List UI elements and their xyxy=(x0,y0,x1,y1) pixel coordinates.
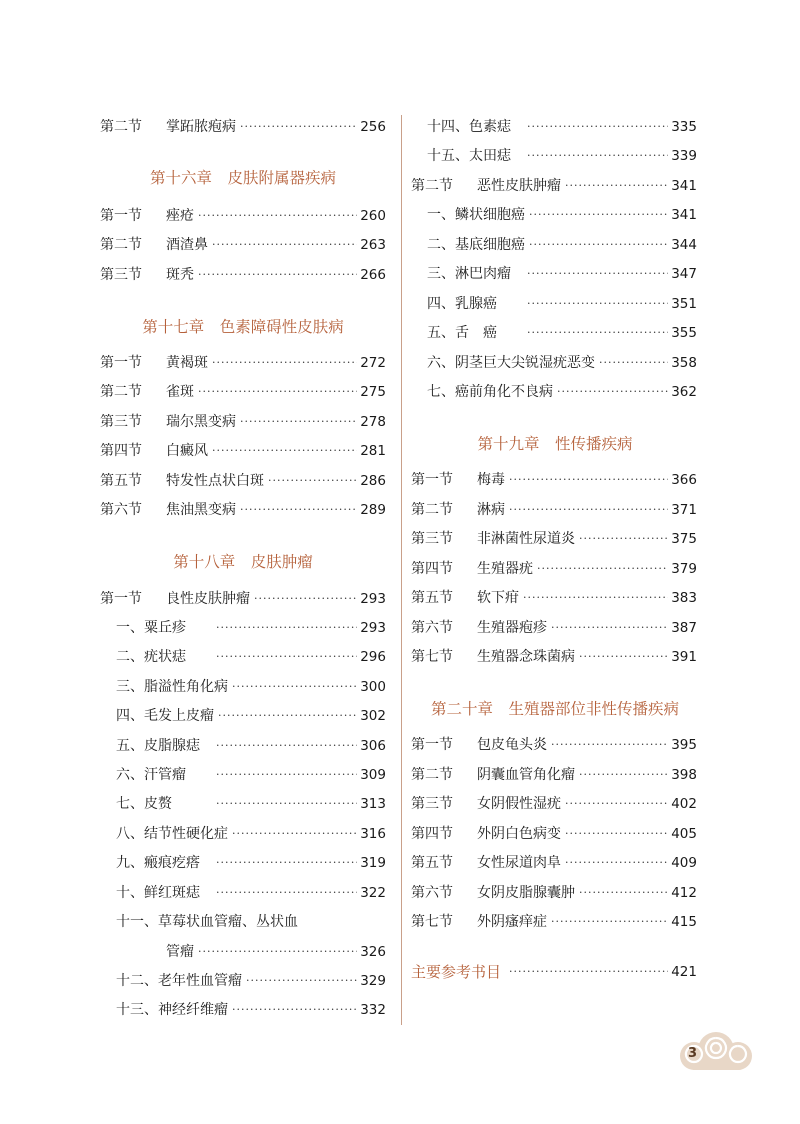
entry-page: 379 xyxy=(671,561,697,577)
entry-page: 355 xyxy=(671,325,697,341)
entry-title: 淋病 xyxy=(477,502,505,518)
toc-entry-section[interactable] xyxy=(411,617,697,639)
chapter-title: 第十七章 色素障碍性皮肤病 xyxy=(142,318,344,336)
entry-page: 293 xyxy=(360,620,386,636)
entry-title: 主要参考书目 xyxy=(411,963,502,981)
entry-page: 358 xyxy=(671,355,697,371)
section-number: 第七节 xyxy=(411,914,453,930)
entry-title: 十一、草莓状血管瘤、丛状血 xyxy=(116,914,298,930)
leader-dots xyxy=(599,352,668,374)
entry-title: 外阴瘙痒症 xyxy=(477,914,547,930)
entry-page: 383 xyxy=(671,590,697,606)
section-number: 第五节 xyxy=(411,590,453,606)
entry-page: 275 xyxy=(360,384,386,400)
entry-title: 恶性皮肤肿瘤 xyxy=(477,178,561,194)
section-number: 第三节 xyxy=(411,531,453,547)
section-number: 第六节 xyxy=(411,620,453,636)
entry-page: 296 xyxy=(360,649,386,665)
entry-page: 278 xyxy=(360,414,386,430)
section-number: 第四节 xyxy=(100,443,142,459)
entry-title: 生殖器念珠菌病 xyxy=(477,649,575,665)
entry-page: 260 xyxy=(360,208,386,224)
entry-title: 一、粟丘疹 xyxy=(116,620,186,636)
section-number: 第六节 xyxy=(100,502,142,518)
leader-dots xyxy=(523,587,668,609)
leader-dots xyxy=(579,646,668,668)
entry-page: 341 xyxy=(671,207,697,223)
entry-page: 332 xyxy=(360,1002,386,1018)
entry-title: 九、瘢痕疙瘩 xyxy=(116,855,200,871)
entry-title: 外阴白色病变 xyxy=(477,826,561,842)
section-number: 第三节 xyxy=(411,796,453,812)
entry-title: 良性皮肤肿瘤 xyxy=(166,591,250,607)
entry-page: 351 xyxy=(671,296,697,312)
section-number: 第一节 xyxy=(411,472,453,488)
entry-title: 四、毛发上皮瘤 xyxy=(116,708,214,724)
entry-title: 七、癌前角化不良病 xyxy=(427,384,553,400)
entry-title: 一、鳞状细胞癌 xyxy=(427,207,525,223)
chapter-title: 第十六章 皮肤附属器疾病 xyxy=(149,169,336,187)
leader-dots xyxy=(565,793,668,815)
toc-entry-section[interactable] xyxy=(411,882,697,904)
entry-title: 四、乳腺癌 xyxy=(427,296,497,312)
entry-page: 412 xyxy=(671,885,697,901)
leader-dots xyxy=(579,528,668,550)
page-number: 3 xyxy=(688,1046,698,1061)
entry-page: 281 xyxy=(360,443,386,459)
toc-entry-subsection[interactable] xyxy=(427,116,697,138)
entry-page: 395 xyxy=(671,737,697,753)
entry-title: 瑞尔黑变病 xyxy=(166,414,236,430)
toc-entry-references[interactable] xyxy=(411,961,697,983)
entry-title: 生殖器疣 xyxy=(477,561,533,577)
entry-page: 329 xyxy=(360,973,386,989)
section-number: 第二节 xyxy=(100,384,142,400)
leader-dots xyxy=(527,116,668,138)
leader-dots xyxy=(509,961,668,983)
entry-page: 293 xyxy=(360,591,386,607)
section-number: 第一节 xyxy=(100,355,142,371)
section-number: 第一节 xyxy=(100,208,142,224)
entry-page: 319 xyxy=(360,855,386,871)
entry-title: 生殖器疱疹 xyxy=(477,620,547,636)
entry-page: 344 xyxy=(671,237,697,253)
entry-page: 347 xyxy=(671,266,697,282)
toc-entry-subsection[interactable] xyxy=(427,381,697,403)
entry-title: 十二、老年性血管瘤 xyxy=(116,973,242,989)
toc-entry-section[interactable] xyxy=(411,558,697,580)
toc-entry-section[interactable] xyxy=(411,852,697,874)
entry-page: 375 xyxy=(671,531,697,547)
leader-dots xyxy=(527,293,668,315)
leader-dots xyxy=(509,499,668,521)
toc-entry-subsection[interactable] xyxy=(427,293,697,315)
toc-entry-subsection[interactable] xyxy=(427,145,697,167)
entry-title: 阴囊血管角化瘤 xyxy=(477,767,575,783)
entry-page: 309 xyxy=(360,767,386,783)
toc-entry-section[interactable] xyxy=(411,793,697,815)
chapter-title: 第二十章 生殖器部位非性传播疾病 xyxy=(430,700,679,718)
chapter-heading[interactable] xyxy=(385,696,725,722)
entry-page: 339 xyxy=(671,148,697,164)
leader-dots xyxy=(557,381,668,403)
entry-title: 七、皮赘 xyxy=(116,796,172,812)
entry-page: 415 xyxy=(671,914,697,930)
section-number: 第一节 xyxy=(411,737,453,753)
chapter-title: 第十九章 性传播疾病 xyxy=(477,435,633,453)
section-number: 第二节 xyxy=(411,502,453,518)
entry-page: 335 xyxy=(671,119,697,135)
toc-entry-section[interactable] xyxy=(411,587,697,609)
entry-title: 五、皮脂腺痣 xyxy=(116,738,200,754)
entry-title: 白癜风 xyxy=(166,443,208,459)
entry-page: 286 xyxy=(360,473,386,489)
entry-title: 二、基底细胞癌 xyxy=(427,237,525,253)
section-number: 第七节 xyxy=(411,649,453,665)
section-number: 第三节 xyxy=(100,267,142,283)
entry-page: 362 xyxy=(671,384,697,400)
section-number: 第二节 xyxy=(100,237,142,253)
leader-dots xyxy=(579,764,668,786)
entry-page: 300 xyxy=(360,679,386,695)
leader-dots xyxy=(537,558,668,580)
entry-title: 酒渣鼻 xyxy=(166,237,208,253)
entry-page: 402 xyxy=(671,796,697,812)
entry-title: 三、脂溢性角化病 xyxy=(116,679,228,695)
entry-title: 非淋菌性尿道炎 xyxy=(477,531,575,547)
toc-entry-section[interactable] xyxy=(411,469,697,491)
entry-title: 软下疳 xyxy=(477,590,519,606)
entry-page: 256 xyxy=(360,119,386,135)
leader-dots xyxy=(565,852,668,874)
entry-title: 十四、色素痣 xyxy=(427,119,511,135)
section-number: 第五节 xyxy=(411,855,453,871)
section-number: 第五节 xyxy=(100,473,142,489)
entry-title: 焦油黑变病 xyxy=(166,502,236,518)
leader-dots xyxy=(551,734,668,756)
entry-page: 272 xyxy=(360,355,386,371)
entry-title: 痤疮 xyxy=(166,208,194,224)
entry-title: 八、结节性硬化症 xyxy=(116,826,228,842)
leader-dots xyxy=(579,882,668,904)
leader-dots xyxy=(565,175,668,197)
entry-page: 326 xyxy=(360,944,386,960)
entry-page: 366 xyxy=(671,472,697,488)
leader-dots xyxy=(527,322,668,344)
toc-entry-section[interactable] xyxy=(411,528,697,550)
entry-title: 六、阴茎巨大尖锐湿疣恶变 xyxy=(427,355,595,371)
entry-title: 十三、神经纤维瘤 xyxy=(116,1002,228,1018)
entry-page: 322 xyxy=(360,885,386,901)
entry-page: 387 xyxy=(671,620,697,636)
leader-dots xyxy=(527,145,668,167)
entry-title: 十、鲜红斑痣 xyxy=(116,885,200,901)
toc-entry-subsection[interactable] xyxy=(427,322,697,344)
entry-title: 六、汗管瘤 xyxy=(116,767,186,783)
entry-title: 包皮龟头炎 xyxy=(477,737,547,753)
toc-entry-section[interactable] xyxy=(411,175,697,197)
entry-page: 289 xyxy=(360,502,386,518)
section-number: 第六节 xyxy=(411,885,453,901)
entry-title: 女阴假性湿疣 xyxy=(477,796,561,812)
entry-title: 女阴皮脂腺囊肿 xyxy=(477,885,575,901)
entry-page: 306 xyxy=(360,738,386,754)
entry-title: 特发性点状白斑 xyxy=(166,473,264,489)
entry-page: 391 xyxy=(671,649,697,665)
entry-page: 266 xyxy=(360,267,386,283)
entry-title: 二、疣状痣 xyxy=(116,649,186,665)
section-number: 第二节 xyxy=(411,767,453,783)
entry-page: 405 xyxy=(671,826,697,842)
toc-entry-subsection[interactable] xyxy=(427,352,697,374)
toc-entry-subsection[interactable] xyxy=(427,204,697,226)
entry-page: 341 xyxy=(671,178,697,194)
section-number: 第一节 xyxy=(100,591,142,607)
toc-entry-subsection[interactable] xyxy=(427,263,697,285)
entry-page: 398 xyxy=(671,767,697,783)
leader-dots xyxy=(509,469,668,491)
toc-entry-subsection[interactable] xyxy=(427,234,697,256)
entry-page: 421 xyxy=(671,964,697,980)
entry-title: 掌跖脓疱病 xyxy=(166,119,236,135)
toc-entry-section[interactable] xyxy=(411,646,697,668)
leader-dots xyxy=(551,617,668,639)
section-number: 第二节 xyxy=(100,119,142,135)
section-number: 第四节 xyxy=(411,561,453,577)
toc-entry-section[interactable] xyxy=(411,764,697,786)
entry-title: 十五、太田痣 xyxy=(427,148,511,164)
entry-page: 313 xyxy=(360,796,386,812)
entry-title: 五、舌 癌 xyxy=(427,325,497,341)
leader-dots xyxy=(529,234,668,256)
leader-dots xyxy=(565,823,668,845)
entry-title: 斑秃 xyxy=(166,267,194,283)
leader-dots xyxy=(551,911,668,933)
toc-entry-section[interactable] xyxy=(411,823,697,845)
entry-page: 316 xyxy=(360,826,386,842)
entry-title: 雀斑 xyxy=(166,384,194,400)
leader-dots xyxy=(527,263,668,285)
entry-title: 黄褐斑 xyxy=(166,355,208,371)
section-number: 第三节 xyxy=(100,414,142,430)
entry-title: 三、淋巴肉瘤 xyxy=(427,266,511,282)
entry-page: 371 xyxy=(671,502,697,518)
entry-title: 梅毒 xyxy=(477,472,505,488)
entry-page: 302 xyxy=(360,708,386,724)
toc-entry-section[interactable] xyxy=(411,734,697,756)
section-number: 第二节 xyxy=(411,178,453,194)
entry-title: 管瘤 xyxy=(166,944,194,960)
toc-entry-section[interactable] xyxy=(411,499,697,521)
chapter-title: 第十八章 皮肤肿瘤 xyxy=(173,553,313,571)
toc-entry-section[interactable] xyxy=(411,911,697,933)
section-number: 第四节 xyxy=(411,826,453,842)
entry-page: 263 xyxy=(360,237,386,253)
entry-page: 409 xyxy=(671,855,697,871)
entry-title: 女性尿道肉阜 xyxy=(477,855,561,871)
chapter-heading[interactable] xyxy=(385,431,725,457)
leader-dots xyxy=(529,204,668,226)
